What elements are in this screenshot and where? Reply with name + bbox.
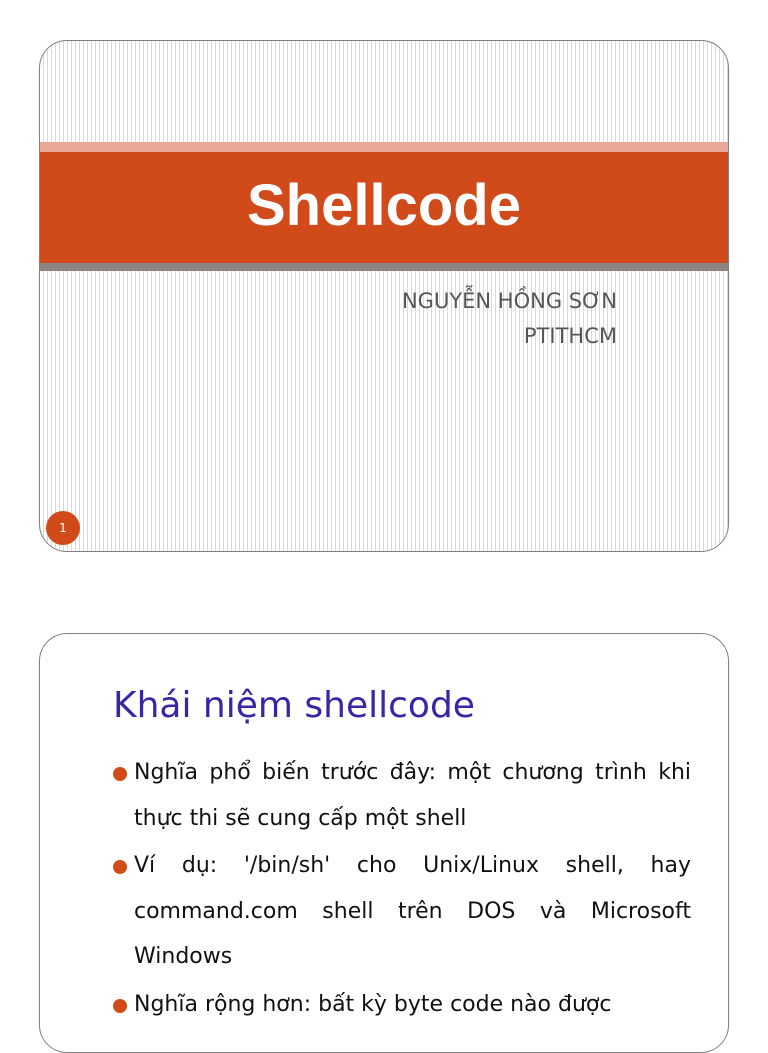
content-slide-title: Khái niệm shellcode [113,685,475,726]
bullet-item [113,843,691,980]
bullet-list [113,750,691,1029]
title-band-bottom-stripe [40,263,728,271]
bullet-icon [113,767,127,781]
organization-name: PTITHCM [523,324,617,348]
author-name: NGUYỄN HỒNG SƠN [401,289,617,313]
bullet-item [113,982,691,1028]
bullet-item [113,750,691,841]
page-number-badge: 1 [46,511,80,545]
slide-title: Shellcode [247,173,521,238]
title-band-top-stripe [40,142,728,152]
title-slide [39,40,729,552]
bullet-text: Nghĩa phổ biến trước đây: một chương trình khi thực thi sẽ cung cấp một shell [134,760,691,831]
bullet-text: Ví dụ: '/bin/sh' cho Unix/Linux shell, hay command.com shell trên DOS và Microsoft Windows [134,853,691,969]
slide-subtitle [402,284,617,354]
bullet-icon [113,860,127,874]
bullet-text: Nghĩa rộng hơn: bất kỳ byte code nào được [134,991,612,1017]
bullet-icon [113,999,127,1013]
content-slide [39,633,729,1053]
